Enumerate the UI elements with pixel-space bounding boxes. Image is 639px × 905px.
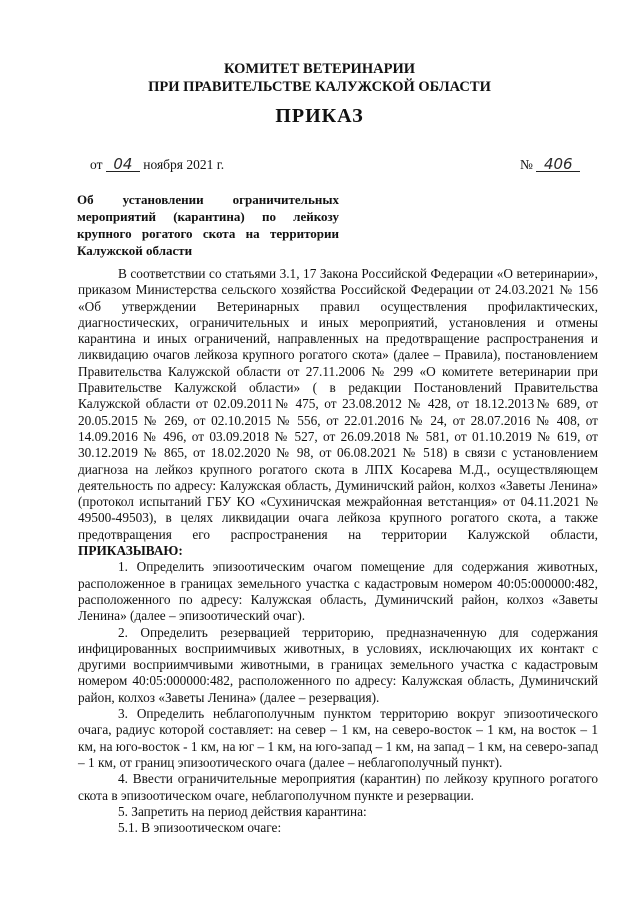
document-date bbox=[90, 157, 224, 173]
committee-affiliation: ПРИ ПРАВИТЕЛЬСТВЕ КАЛУЖСКОЙ ОБЛАСТИ bbox=[148, 79, 491, 95]
date-prefix: от bbox=[90, 157, 103, 172]
clause-3: 3. Определить неблагополучным пунктом территорию вокруг эпизоотического очага, радиус которой составляет: на север – 1 км, на северо-восток – 1 км, на восток – 1 км, на юго-восток - 1 км, на юг – 1 км, на юго-запад – 1 км, на запад – 1 км, на северо-запад – 1 км, от границ эпизоотического очага (далее – неблагополучный пункт). bbox=[78, 706, 598, 770]
preamble-paragraph bbox=[78, 266, 598, 559]
clause-1: 1. Определить эпизоотическим очагом помещение для содержания животных, расположенное в границах земельного участка с кадастровым номером 40:05:000000:482, расположенного по адресу: Калужская область, Думиничский район, колхоз «Заветы Ленина» (далее – эпизоотический очаг). bbox=[78, 559, 598, 624]
date-month-year: ноября 2021 г. bbox=[143, 157, 225, 172]
document-type-title: ПРИКАЗ bbox=[275, 105, 364, 127]
clause-5-1: 5.1. В эпизоотическом очаге: bbox=[118, 820, 282, 836]
document-body bbox=[78, 266, 598, 836]
handwritten-number: 406 bbox=[536, 157, 580, 172]
document-number bbox=[520, 157, 580, 173]
clause-2: 2. Определить резервацией территорию, предназначенную для содержания инфицированных восприимчивых животных, в условиях, исключающих их контакт с другими восприимчивыми животными, в границах земельного участка с кадастровым номером 40:05:000000:482, расположенного по адресу: Калужская область, Думиничский район, колхоз «Заветы Ленина» (далее – резервация). bbox=[78, 624, 598, 705]
order-keyword: ПРИКАЗЫВАЮ: bbox=[78, 543, 183, 559]
handwritten-day: 04 bbox=[106, 157, 140, 172]
document-subject: Об установлении ограничительных мероприятий (карантина) по лейкозу крупного рогатого скота на территории Калужской области bbox=[77, 192, 339, 258]
preamble-text: В соответствии со статьями 3.1, 17 Закона Российской Федерации «О ветеринарии», приказом Министерства сельского хозяйства Российской Федерации от 24.03.2021 № 156 «Об утверждении Ветеринарных правил осуществления профилактических, диагностических, ограничительных и иных мероприятий, установления и отмены карантина и иных ограничений, направленных на предотвращение распространения и ликвидацию очагов лейкоза крупного рогатого скота» (далее – Правила), постановлением Правительства Калужской области от 27.11.2006 № 299 «О комитете ветеринарии при Правительстве Калужской области» ( в редакции Постановлений Правительства Калужской области от 02.09.2011№ 475, от 23.08.2012 № 428, от 18.12.2013№ 689, от 20.05.2015 № 269, от 02.10.2015 № 556, от 22.01.2016 № 24, от 28.07.2016 № 408, от 14.09.2016 № 496, от 03.09.2018 № 527, от 26.09.2018 № 581, от 01.10.2019 № 619, от 30.12.2019 № 865, от 18.02.2020 № 98, от 06.08.2021 № 518) в связи с установлением диагноза на лейкоз крупного рогатого скота в ЛПХ Косарева М.Д., осуществляющем деятельность по адресу: Калужская область, Думиничский район, колхоз «Заветы Ленина» (протокол испытаний ГБУ КО «Сухиничская межрайонная ветстанция» от 04.11.2021 № 49500-49503), в целях ликвидации очага лейкоза крупного рогатого скота, а также предотвращения его распространения на территории Калужской области, bbox=[78, 266, 598, 542]
clause-4: 4. Ввести ограничительные мероприятия (карантин) по лейкозу крупного рогатого скота в эпизоотическом очаге, неблагополучном пункте и резервации. bbox=[78, 771, 598, 803]
committee-name: КОМИТЕТ ВЕТЕРИНАРИИ bbox=[223, 61, 416, 77]
number-prefix: № bbox=[520, 157, 533, 172]
clause-5: 5. Запретить на период действия карантина: bbox=[118, 803, 367, 819]
